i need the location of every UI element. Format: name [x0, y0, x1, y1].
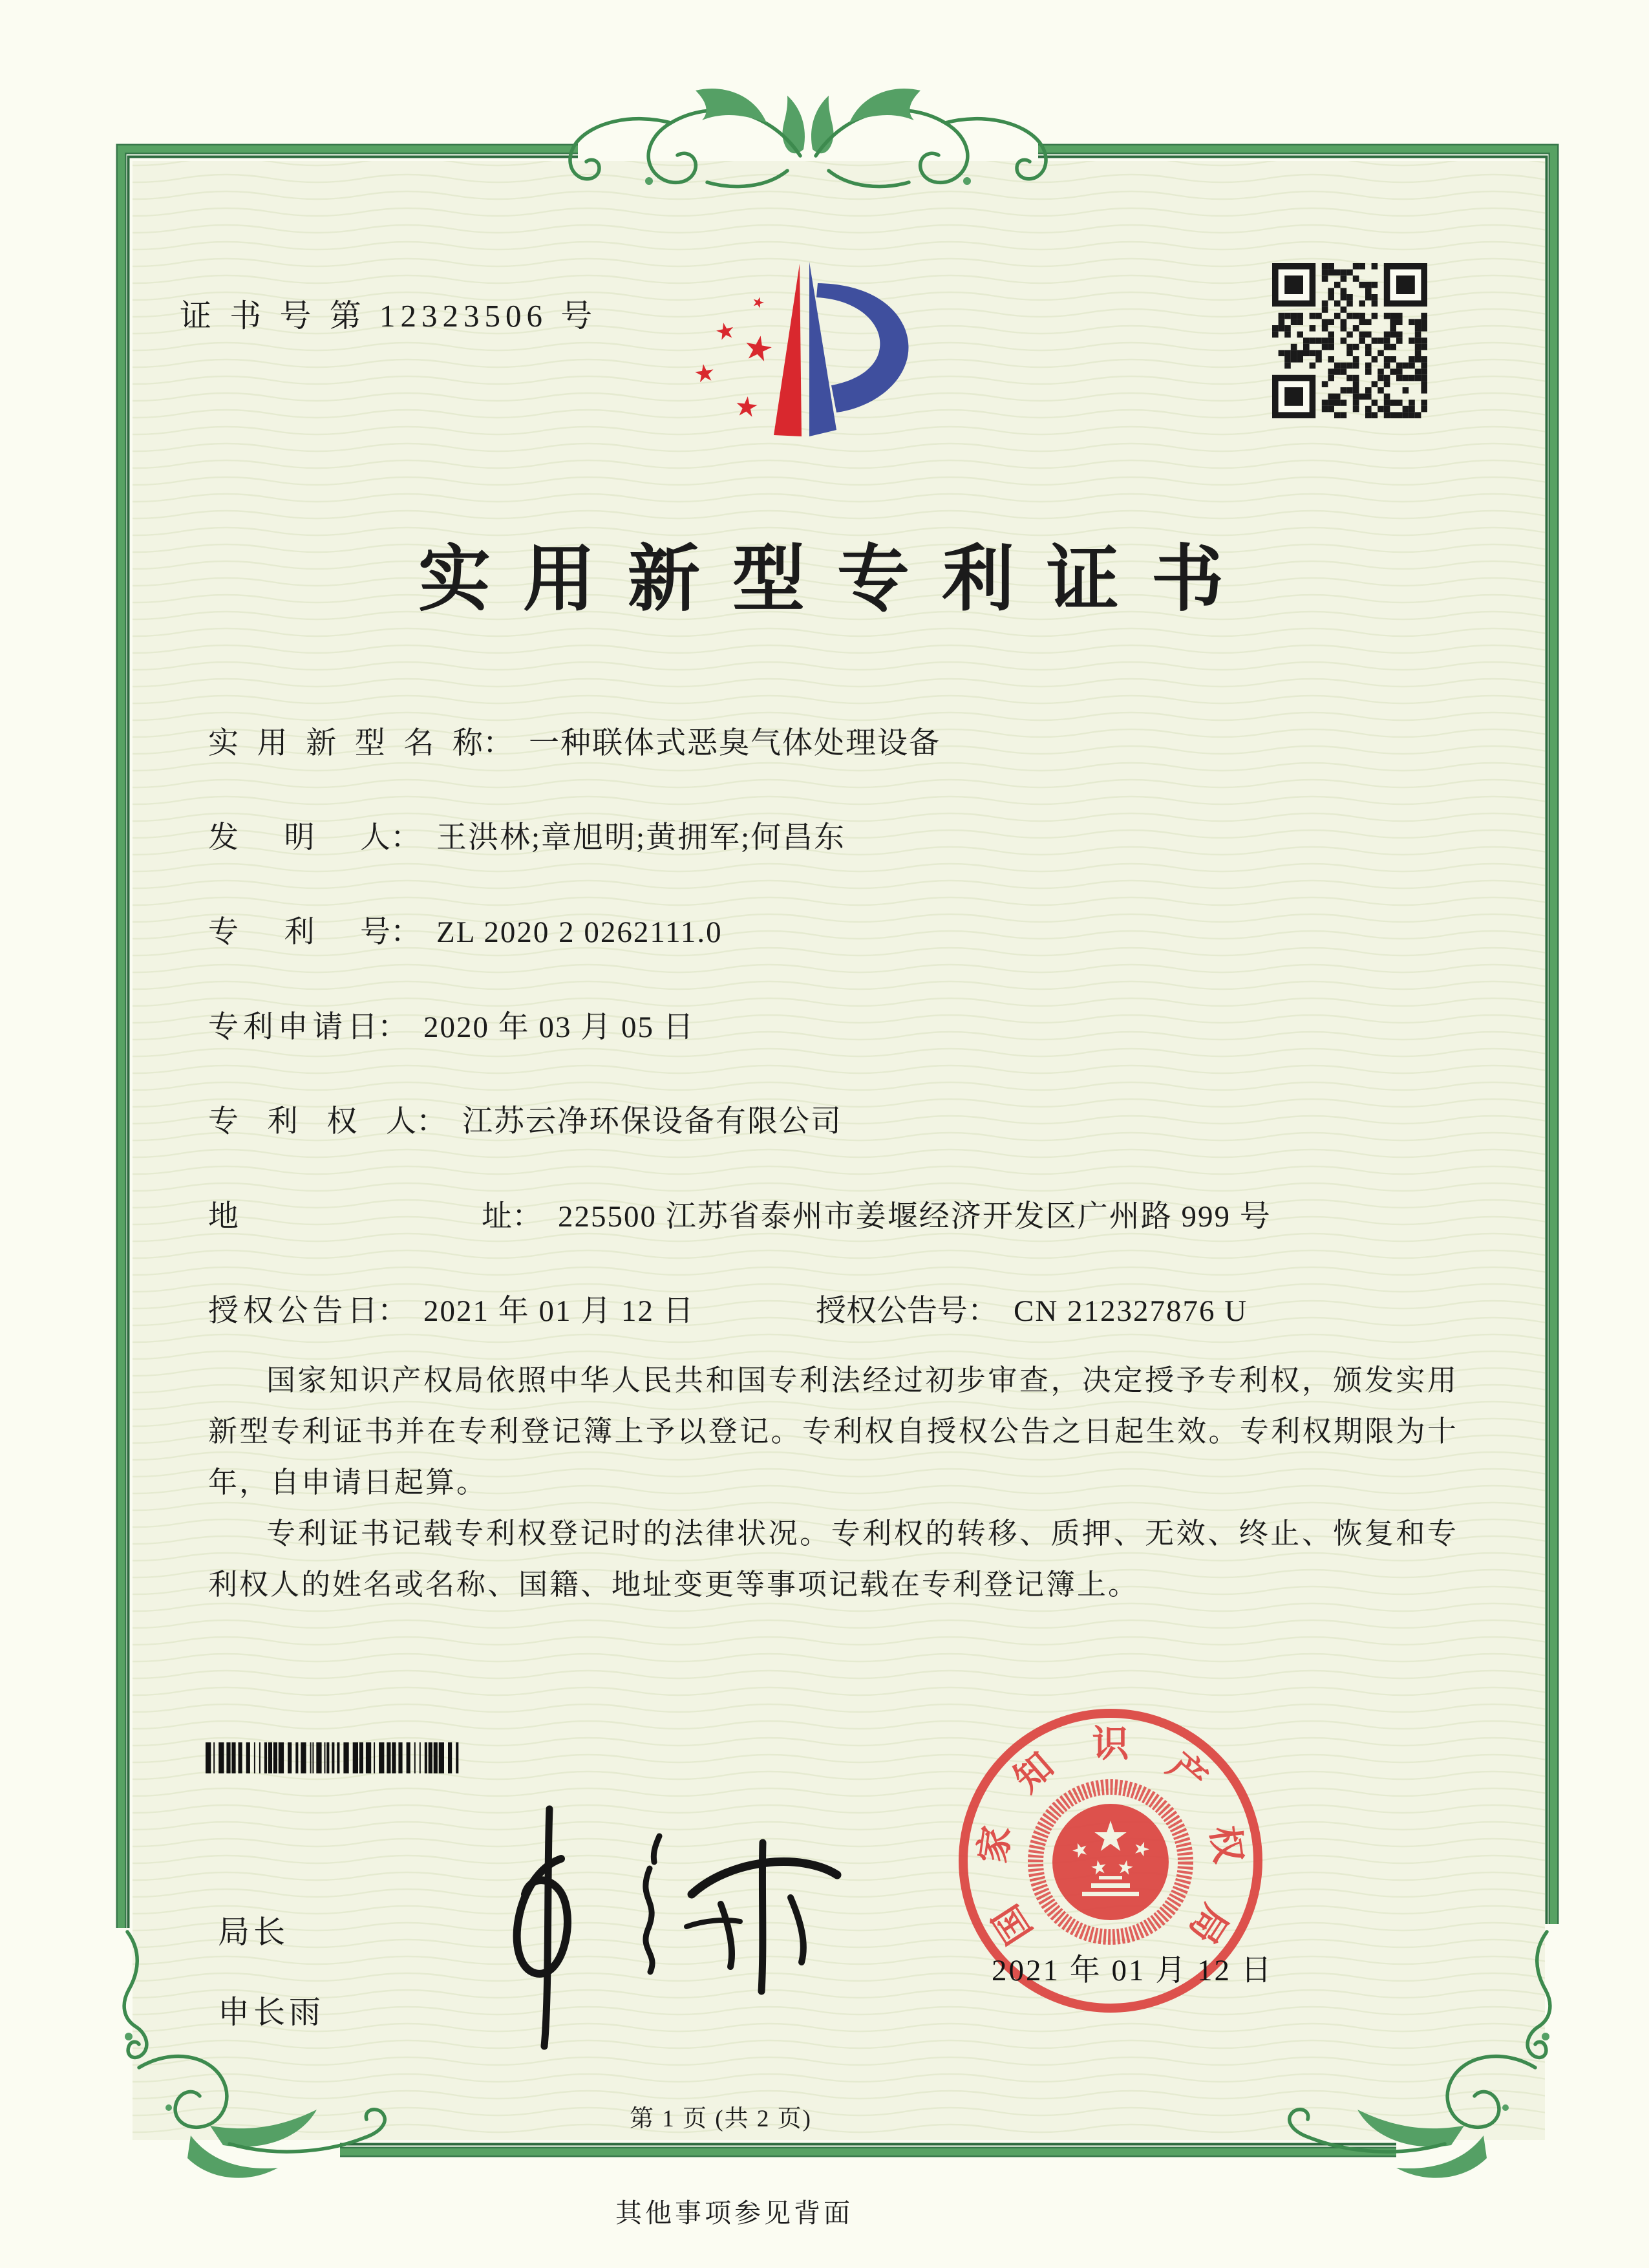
field-row-filing-date: [208, 1003, 695, 1046]
signer-name: 申长雨: [218, 1995, 325, 2030]
field-label: 发明人: [208, 821, 390, 855]
barcode: [206, 1742, 465, 1773]
logo-p-mark: [809, 262, 908, 436]
field-value: 王洪林;章旭明;黄拥军;何昌东: [436, 821, 846, 855]
signer-title: 局长: [218, 1914, 290, 1950]
field-row-address: [208, 1192, 1271, 1236]
field-row-patent-no: [208, 908, 723, 951]
seal-date: 2021 年 01 月 12 日: [992, 1954, 1273, 1987]
field-row-inventors: [208, 813, 846, 857]
field-value: ZL 2020 2 0262111.0: [436, 915, 723, 949]
director-signature: [452, 1797, 866, 2069]
field-value: 江苏云净环保设备有限公司: [462, 1105, 842, 1139]
logo-stars: [694, 295, 774, 418]
field-value: CN 212327876 U: [1014, 1294, 1248, 1328]
field-value: 2020 年 03 月 05 日: [423, 1011, 695, 1044]
seal-national-emblem: [1036, 1787, 1186, 1937]
colon: ：: [390, 915, 421, 949]
seal-ring-character: 知: [1006, 1745, 1062, 1801]
field-row-name: [208, 719, 941, 762]
field-label: 专利权人: [208, 1105, 416, 1139]
colon: ：: [512, 1200, 542, 1234]
field-row-patentee: [208, 1097, 842, 1140]
colon: ：: [378, 1011, 408, 1044]
field-label: 地址: [208, 1200, 512, 1234]
field-label: 专利申请日: [208, 1011, 378, 1044]
seal-ring-character: 国: [986, 1897, 1040, 1951]
field-value: 225500 江苏省泰州市姜堰经济开发区广州路 999 号: [558, 1200, 1271, 1234]
field-row-grant-date: [208, 1287, 1248, 1330]
field-value: 2021 年 01 月 12 日: [423, 1294, 695, 1328]
seal-ring-character: 识: [1092, 1724, 1129, 1765]
body-paragraph: 国家知识产权局依照中华人民共和国专利法经过初步审查，决定授予专利权，颁发实用新型专利证书并在专利登记簿上予以登记。专利权自授权公告之日起生效。专利权期限为十年，自申请日起算。: [208, 1364, 1458, 1499]
cnipa-logo: [679, 259, 924, 443]
qr-code: [1272, 263, 1427, 418]
field-label: 专利号: [208, 915, 390, 949]
certificate-number: 证 书 号 第 12323506 号: [180, 298, 598, 334]
page-number: 第 1 页 (共 2 页): [630, 2106, 812, 2132]
field-label: 授权公告日: [208, 1294, 378, 1328]
colon: ：: [416, 1105, 447, 1139]
seal-ring-character: 产: [1159, 1745, 1215, 1801]
colon: ：: [378, 1294, 408, 1328]
colon: ：: [483, 727, 513, 760]
back-side-note: 其他事项参见背面: [615, 2198, 853, 2228]
logo-red-wedge: [774, 264, 802, 436]
field-value: 一种联体式恶臭气体处理设备: [529, 727, 941, 760]
legal-text: [208, 1355, 1458, 1610]
certificate-title: 实用新型专利证书: [418, 540, 1256, 620]
seal-ring-character: 权: [1203, 1823, 1249, 1866]
seal-ring-character: 家: [972, 1823, 1018, 1866]
colon: ：: [390, 821, 421, 855]
body-paragraph: 专利证书记载专利权登记时的法律状况。专利权的转移、质押、无效、终止、恢复和专利权人的姓名或名称、国籍、地址变更等事项记载在专利登记簿上。: [208, 1517, 1458, 1601]
seal-ring-character: 局: [1181, 1897, 1235, 1951]
colon: ：: [968, 1294, 998, 1328]
field-label: 实用新型名称: [208, 727, 483, 760]
field-label: 授权公告号: [816, 1294, 968, 1328]
field-grant-number: [816, 1287, 1248, 1330]
